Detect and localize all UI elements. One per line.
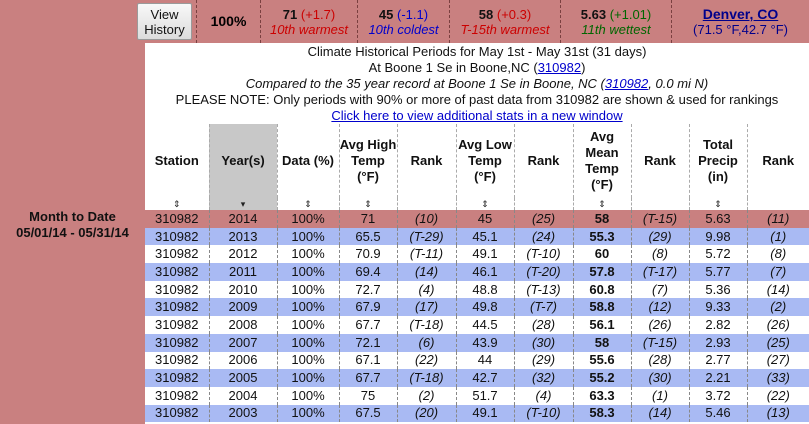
cell-avg-high: 69.4 <box>339 263 397 281</box>
period-label <box>0 209 145 241</box>
cell-avg-low: 42.7 <box>456 369 514 387</box>
data-percent-value: 100% <box>210 13 247 29</box>
comparison-location-link[interactable]: Denver, CO <box>702 5 779 22</box>
cell-total-precip: 5.63 <box>689 210 747 228</box>
cell-high-rank: (22) <box>397 352 456 370</box>
cell-avg-mean: 55.6 <box>573 352 631 370</box>
cell-mean-rank: (T-15) <box>631 334 689 352</box>
cell-total-precip: 5.72 <box>689 245 747 263</box>
table-row <box>145 245 809 263</box>
cell-low-rank: (24) <box>514 228 573 246</box>
cell-years: 2004 <box>209 387 277 405</box>
cell-low-rank: (30) <box>514 334 573 352</box>
cell-low-rank: (T-10) <box>514 245 573 263</box>
low-temp-value: 45 <box>378 6 394 22</box>
sort-icon[interactable]: ⇕ <box>172 199 181 209</box>
cell-mean-rank: (26) <box>631 316 689 334</box>
table-row <box>145 334 809 352</box>
view-history-cell <box>0 0 196 43</box>
cell-data-pct: 100% <box>277 281 339 299</box>
view-history-label-2: History <box>144 21 185 37</box>
cell-mean-rank: (8) <box>631 245 689 263</box>
cell-station: 310982 <box>145 281 209 299</box>
summary-bar <box>0 0 809 43</box>
cell-station: 310982 <box>145 369 209 387</box>
cell-station: 310982 <box>145 298 209 316</box>
cell-total-precip: 5.46 <box>689 405 747 423</box>
cell-precip-rank: (1) <box>747 228 809 246</box>
table-row <box>145 228 809 246</box>
sort-spacer <box>631 198 689 210</box>
table-row <box>145 405 809 423</box>
station-line: At Boone 1 Se in Boone,NC (310982) <box>368 60 586 75</box>
table-body <box>145 210 809 422</box>
cell-avg-mean: 57.8 <box>573 263 631 281</box>
column-header-avg-high[interactable]: Avg High Temp (°F) <box>339 124 397 198</box>
cell-high-rank: (T-18) <box>397 316 456 334</box>
cell-total-precip: 9.98 <box>689 228 747 246</box>
high-temp-value: 71 <box>282 6 298 22</box>
table-row <box>145 210 809 228</box>
cell-precip-rank: (33) <box>747 369 809 387</box>
cell-data-pct: 100% <box>277 298 339 316</box>
cell-avg-high: 67.1 <box>339 352 397 370</box>
cell-low-rank: (32) <box>514 369 573 387</box>
cell-years: 2007 <box>209 334 277 352</box>
cell-precip-rank: (7) <box>747 263 809 281</box>
table-row <box>145 263 809 281</box>
sort-icon[interactable]: ⇕ <box>689 198 747 210</box>
sort-spacer <box>397 198 456 210</box>
cell-low-rank: (T-20) <box>514 263 573 281</box>
comparison-location <box>671 0 809 43</box>
cell-years: 2009 <box>209 298 277 316</box>
climate-table <box>145 124 809 422</box>
cell-mean-rank: (1) <box>631 387 689 405</box>
cell-mean-rank: (7) <box>631 281 689 299</box>
cell-data-pct: 100% <box>277 316 339 334</box>
mean-temp-rank: T-15th warmest <box>460 21 550 37</box>
cell-avg-mean: 60 <box>573 245 631 263</box>
cell-high-rank: (20) <box>397 405 456 423</box>
cell-years: 2014 <box>209 210 277 228</box>
cell-precip-rank: (14) <box>747 281 809 299</box>
cell-mean-rank: (T-17) <box>631 263 689 281</box>
cell-low-rank: (T-7) <box>514 298 573 316</box>
cell-station: 310982 <box>145 387 209 405</box>
cell-total-precip: 2.77 <box>689 352 747 370</box>
cell-high-rank: (4) <box>397 281 456 299</box>
comparison-station-link[interactable]: 310982 <box>604 76 649 91</box>
cell-avg-high: 67.9 <box>339 298 397 316</box>
cell-avg-mean: 56.1 <box>573 316 631 334</box>
comparison-location-temps: (71.5 °F,42.7 °F) <box>693 21 788 37</box>
cell-total-precip: 5.77 <box>689 263 747 281</box>
cell-precip-rank: (11) <box>747 210 809 228</box>
cell-avg-mean: 63.3 <box>573 387 631 405</box>
precip-value: 5.63 <box>580 6 607 22</box>
precip-summary <box>560 0 671 43</box>
cell-avg-low: 49.8 <box>456 298 514 316</box>
cell-precip-rank: (2) <box>747 298 809 316</box>
results-panel <box>145 43 809 424</box>
column-header-low-rank: Rank <box>514 124 573 198</box>
cell-years: 2013 <box>209 228 277 246</box>
cell-precip-rank: (22) <box>747 387 809 405</box>
column-header-data-pct[interactable]: Data (%) <box>277 124 339 198</box>
cell-data-pct: 100% <box>277 334 339 352</box>
cell-high-rank: (T-11) <box>397 245 456 263</box>
cell-station: 310982 <box>145 263 209 281</box>
precip-diff: (+1.01) <box>609 6 652 22</box>
cell-avg-high: 67.7 <box>339 316 397 334</box>
cell-avg-high: 72.7 <box>339 281 397 299</box>
sort-arrow-row <box>145 198 809 210</box>
cell-years: 2010 <box>209 281 277 299</box>
cell-avg-low: 44.5 <box>456 316 514 334</box>
cell-avg-mean: 60.8 <box>573 281 631 299</box>
low-temp-rank: 10th coldest <box>368 21 439 37</box>
cell-avg-low: 49.1 <box>456 245 514 263</box>
cell-avg-mean: 58 <box>573 210 631 228</box>
ranking-note: PLEASE NOTE: Only periods with 90% or more of past data from 310982 are shown & used for rankings <box>175 92 779 107</box>
cell-avg-mean: 58.8 <box>573 298 631 316</box>
high-temp-summary <box>260 0 357 43</box>
cell-total-precip: 3.72 <box>689 387 747 405</box>
cell-station: 310982 <box>145 334 209 352</box>
cell-high-rank: (6) <box>397 334 456 352</box>
cell-high-rank: (10) <box>397 210 456 228</box>
cell-total-precip: 2.21 <box>689 369 747 387</box>
column-header-high-rank: Rank <box>397 124 456 198</box>
column-header-years[interactable]: Year(s) <box>209 124 277 198</box>
cell-mean-rank: (T-15) <box>631 210 689 228</box>
cell-avg-high: 72.1 <box>339 334 397 352</box>
cell-total-precip: 2.93 <box>689 334 747 352</box>
cell-station: 310982 <box>145 405 209 423</box>
table-row <box>145 281 809 299</box>
cell-years: 2006 <box>209 352 277 370</box>
cell-avg-high: 67.7 <box>339 369 397 387</box>
cell-mean-rank: (29) <box>631 228 689 246</box>
comparison-line: Compared to the 35 year record at Boone 1 Se in Boone, NC (310982, 0.0 mi N) <box>245 76 709 91</box>
cell-years: 2011 <box>209 263 277 281</box>
cell-data-pct: 100% <box>277 352 339 370</box>
cell-precip-rank: (26) <box>747 316 809 334</box>
cell-low-rank: (28) <box>514 316 573 334</box>
column-header-total-precip[interactable]: Total Precip (in) <box>689 124 747 198</box>
cell-avg-low: 46.1 <box>456 263 514 281</box>
column-header-avg-low[interactable]: Avg Low Temp (°F) <box>456 124 514 198</box>
cell-avg-high: 75 <box>339 387 397 405</box>
cell-data-pct: 100% <box>277 369 339 387</box>
sort-icon[interactable]: ⇕ <box>573 198 631 210</box>
cell-avg-low: 45.1 <box>456 228 514 246</box>
cell-precip-rank: (25) <box>747 334 809 352</box>
cell-years: 2012 <box>209 245 277 263</box>
cell-years: 2008 <box>209 316 277 334</box>
cell-data-pct: 100% <box>277 263 339 281</box>
table-row <box>145 352 809 370</box>
station-link[interactable]: 310982 <box>537 60 582 75</box>
cell-data-pct: 100% <box>277 405 339 423</box>
cell-high-rank: (14) <box>397 263 456 281</box>
cell-avg-high: 71 <box>339 210 397 228</box>
view-history-button[interactable] <box>137 3 192 40</box>
cell-data-pct: 100% <box>277 210 339 228</box>
cell-avg-high: 65.5 <box>339 228 397 246</box>
data-percent-summary <box>196 0 260 43</box>
table-header-row <box>145 124 809 198</box>
cell-precip-rank: (8) <box>747 245 809 263</box>
column-header-station[interactable]: Station <box>154 153 199 168</box>
cell-precip-rank: (27) <box>747 352 809 370</box>
cell-low-rank: (25) <box>514 210 573 228</box>
cell-data-pct: 100% <box>277 387 339 405</box>
cell-avg-low: 43.9 <box>456 334 514 352</box>
cell-years: 2003 <box>209 405 277 423</box>
cell-station: 310982 <box>145 228 209 246</box>
cell-avg-low: 48.8 <box>456 281 514 299</box>
cell-avg-mean: 58.3 <box>573 405 631 423</box>
cell-station: 310982 <box>145 352 209 370</box>
cell-mean-rank: (12) <box>631 298 689 316</box>
sort-spacer <box>514 198 573 210</box>
table-row <box>145 316 809 334</box>
cell-total-precip: 9.33 <box>689 298 747 316</box>
column-header-avg-mean[interactable]: Avg Mean Temp (°F) <box>573 124 631 198</box>
cell-avg-low: 45 <box>456 210 514 228</box>
cell-station: 310982 <box>145 245 209 263</box>
column-header-mean-rank: Rank <box>631 124 689 198</box>
cell-high-rank: (2) <box>397 387 456 405</box>
table-row <box>145 369 809 387</box>
period-dates: 05/01/14 - 05/31/14 <box>16 225 129 240</box>
cell-avg-high: 67.5 <box>339 405 397 423</box>
cell-total-precip: 5.36 <box>689 281 747 299</box>
cell-low-rank: (T-10) <box>514 405 573 423</box>
cell-mean-rank: (30) <box>631 369 689 387</box>
cell-data-pct: 100% <box>277 245 339 263</box>
results-header <box>145 43 809 124</box>
cell-avg-low: 49.1 <box>456 405 514 423</box>
cell-high-rank: (T-18) <box>397 369 456 387</box>
mean-temp-summary <box>449 0 560 43</box>
cell-low-rank: (29) <box>514 352 573 370</box>
cell-avg-mean: 55.3 <box>573 228 631 246</box>
high-temp-rank: 10th warmest <box>269 21 349 37</box>
cell-station: 310982 <box>145 210 209 228</box>
mean-temp-diff: (+0.3) <box>496 6 532 22</box>
cell-high-rank: (17) <box>397 298 456 316</box>
cell-high-rank: (T-29) <box>397 228 456 246</box>
sort-icon[interactable]: ⇕ <box>456 198 514 210</box>
cell-avg-high: 70.9 <box>339 245 397 263</box>
table-row <box>145 298 809 316</box>
sort-spacer <box>747 198 809 210</box>
low-temp-diff: (-1.1) <box>397 6 429 22</box>
view-history-label-1: View <box>150 6 179 22</box>
mean-temp-value: 58 <box>478 6 494 22</box>
high-temp-diff: (+1.7) <box>300 6 336 22</box>
sort-icon[interactable]: ⇕ <box>277 198 339 210</box>
period-heading: Climate Historical Periods for May 1st - May 31st (31 days) <box>307 44 647 59</box>
table-row <box>145 387 809 405</box>
cell-low-rank: (4) <box>514 387 573 405</box>
cell-low-rank: (T-13) <box>514 281 573 299</box>
column-header-precip-rank: Rank <box>747 124 809 198</box>
cell-avg-low: 44 <box>456 352 514 370</box>
cell-avg-mean: 58 <box>573 334 631 352</box>
cell-mean-rank: (14) <box>631 405 689 423</box>
sort-icon[interactable]: ⇕ <box>339 198 397 210</box>
cell-avg-mean: 55.2 <box>573 369 631 387</box>
cell-mean-rank: (28) <box>631 352 689 370</box>
precip-rank: 11th wettest <box>581 21 651 37</box>
cell-station: 310982 <box>145 316 209 334</box>
period-title: Month to Date <box>29 209 116 224</box>
low-temp-summary <box>357 0 449 43</box>
cell-total-precip: 2.82 <box>689 316 747 334</box>
cell-avg-low: 51.7 <box>456 387 514 405</box>
cell-years: 2005 <box>209 369 277 387</box>
cell-precip-rank: (13) <box>747 405 809 423</box>
cell-data-pct: 100% <box>277 228 339 246</box>
additional-stats-link[interactable]: Click here to view additional stats in a new window <box>331 108 623 123</box>
sort-icon[interactable]: ▾ <box>209 198 277 210</box>
